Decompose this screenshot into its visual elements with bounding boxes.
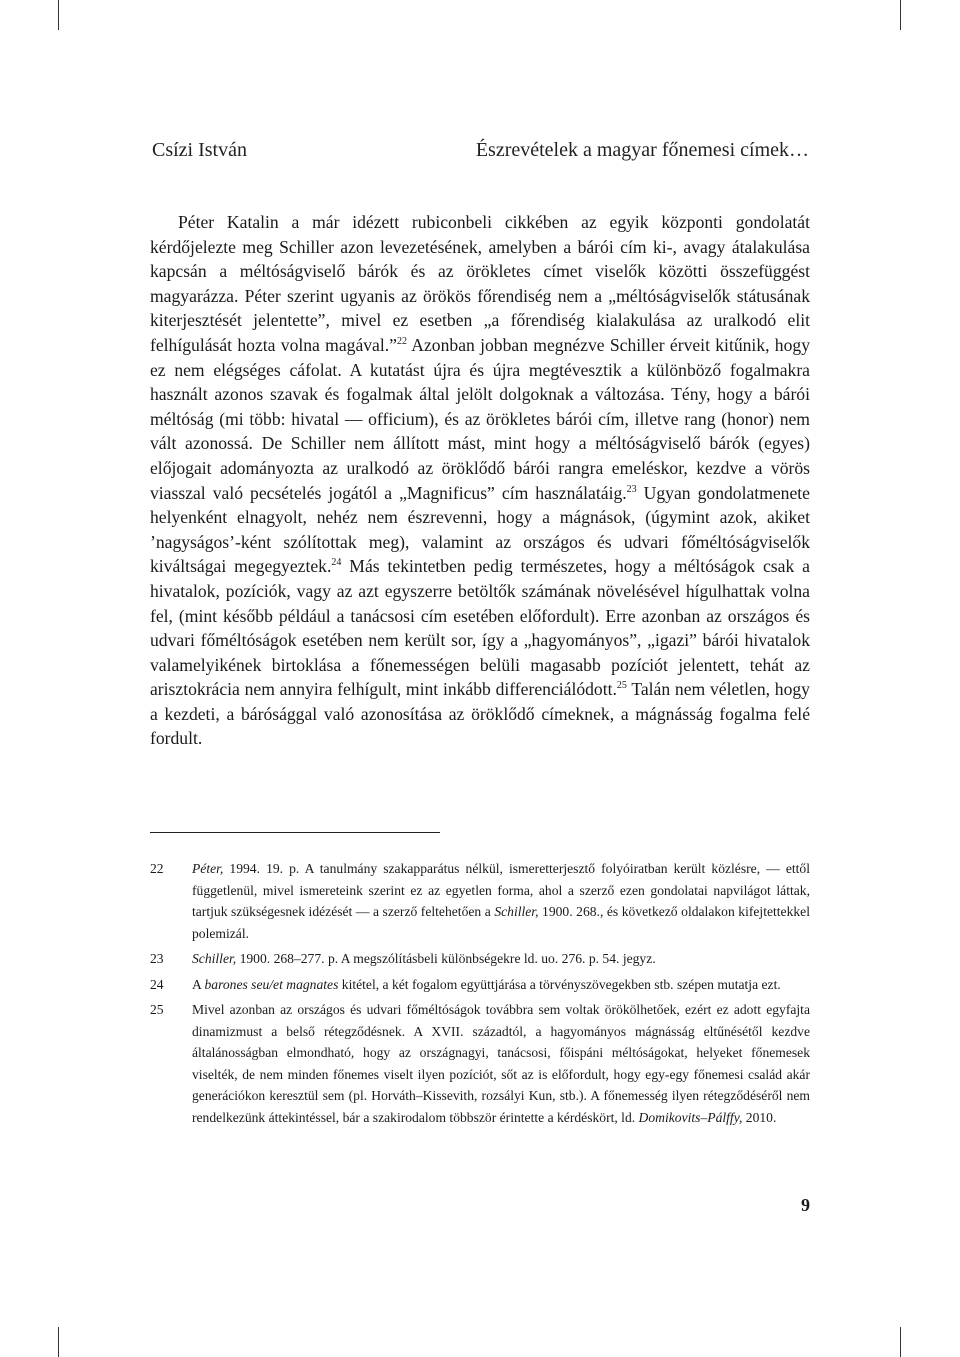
footnote-body: 1994. 19. p. A tanulmány szakapparátus nélkül, ismeretterjesztő folyóiratban került közlésre, — ettől függetlenül, mivel ismereteink szerint ez az egyetlen forma, ahol a szerző ezen gondolatai napvilágot láttak, tartjuk szükségesnek idézését — a szerző feltehetően a [192,861,810,919]
footnote-ref-22[interactable]: 22 [396,335,407,347]
footnote-body: 2010. [742,1109,777,1125]
footnote-text [192,858,810,944]
footnote-number: 23 [150,951,164,966]
footnote-number: 22 [150,861,164,876]
footnote-24 [150,974,810,996]
footnote-ref-25[interactable]: 25 [616,680,627,692]
footnote-ref-24[interactable]: 24 [331,557,342,569]
body-paragraph [150,210,810,751]
footnote-22 [150,858,810,944]
crop-mark-top-left [58,0,59,30]
footnote-author: Schiller, [494,904,539,919]
footnote-23 [150,948,810,970]
body-sentence-3: Ugyan gondolatmenete helyenként elnagyolt, nehéz nem észrevenni, hogy a mágnások, (úgymint azok, akiket ’nagyságos’-ként szólítottak meg), valamint az országos és udvari főméltóságviselők kiváltságai megegyeztek. [150,482,810,577]
footnote-text [192,948,810,970]
footnote-body: A [192,976,205,992]
footnote-author: Domikovits–Pálffy, [638,1109,743,1125]
crop-mark-bottom-left [58,1327,59,1357]
footnote-body: 1900. 268., és következő oldalakon kifejtettekkel polemizál. [192,904,810,941]
footnote-text [192,999,810,1128]
footnote-author: Péter, [192,861,224,876]
running-head-title: Észrevételek a magyar főnemesi címek… [475,139,809,161]
footnote-number: 25 [150,1002,164,1017]
running-head [152,136,809,164]
footnote-ref-23[interactable]: 23 [626,483,637,495]
page-number: 9 [801,1195,810,1215]
footnote-separator [150,832,440,833]
footnote-text [192,974,810,996]
footnote-number: 24 [150,976,164,992]
running-head-author: Csízi István [152,139,247,161]
footnote-body: 1900. 268–277. p. A megszólításbeli különbségekre ld. uo. 276. p. 54. jegyz. [236,951,656,966]
footnote-25 [150,999,810,1128]
body-sentence-5: Talán nem véletlen, hogy a kezdeti, a bárósággal való azonosítása az öröklődő címeknek, a mágnásság fogalma felé fordult. [150,679,810,749]
footnote-latin-term: barones seu/et magnates [204,976,339,992]
footnote-body: kitétel, a két fogalom együttjárása a törvényszövegekben stb. szépen mutatja ezt. [338,976,781,992]
body-sentence-2: Azonban jobban megnézve Schiller érveit kitűnik, hogy ez nem elégséges cáfolat. A kutatást újra és újra megtévesztik a különböző fogalmakra használt azonos szavak és fogalmak által jelölt dolgoknak a változása. Tény, hogy a bárói méltóság (mi több: hivatal — officium), és az örökletes bárói cím, illetve rang (honor) nem vált azonossá. De Schiller nem állított mást, mint hogy a méltóságviselő bárók (egyes) előjogait adományozta az uralkodó az öröklődő bárói rangra emeléskor, kezdve a vörös viasszal való pecsételés jogától a „Magnificus” cím használatáig. [150,334,810,503]
body-sentence-1: Péter Katalin a már idézett rubiconbeli cikkében az egyik központi gondolatát kérdőjelezte meg Schiller azon levezetésének, amelyben a bárói cím ki-, avagy átalakulása kapcsán a méltóságviselő bárók és az örökletes címet viselők közötti összefüggést magyarázza. Péter szerint ugyanis az örökös főrendiség nem a „méltóságviselők státusának kiterjesztését jelentette”, mivel ez esetben „a főrendiség kialakulása az uralkodó elit felhígulását hozta volna magával.” [150,212,810,355]
footnote-author: Schiller, [192,951,237,966]
footnote-body: Mivel azonban az országos és udvari főméltóságok továbbra sem voltak örökölhetőek, ezért ez adott egyfajta dinamizmust a belső rétegződésnek. A XVII. századtól, a hagyományos mágnásság eltűnésétől kezdve általánosságban elmondható, hogy az országnagyi, tanácsosi, főispáni méltóságokat, helyeket főnemesek viselték, de nem minden főnemes viselt ilyen pozíciót, sőt az is előfordult, hogy egy-egy főnemesi család akár generációkon keresztül sem (pl. Horváth–Kissevith, rozsályi Kun, stb.). A főnemesség ilyen rétegződéséről nem rendelkezünk áttekintéssel, bár a szakirodalom többször érintette a kérdéskört, ld. [192,1002,810,1125]
crop-mark-bottom-right [900,1327,901,1357]
body-text [150,210,810,751]
crop-mark-top-right [900,0,901,30]
body-sentence-4: Más tekintetben pedig természetes, hogy a méltóságok csak a hivatalok, pozíciók, vagy az azt egyszerre betöltők számának növelésével hígulhattak volna fel, (mint később például a tanácsosi cím esetében előfordult). Erre azonban az országos és udvari főméltóságok esetében nem került sor, így a „hagyományos”, „igazi” bárói hivatalok valamelyikének birtoklása a főnemességen belüli magasabb pozíciót jelentett, tehát az arisztokrácia nem annyira felhígult, mint inkább differenciálódott. [150,556,810,700]
footnotes [150,858,810,1132]
